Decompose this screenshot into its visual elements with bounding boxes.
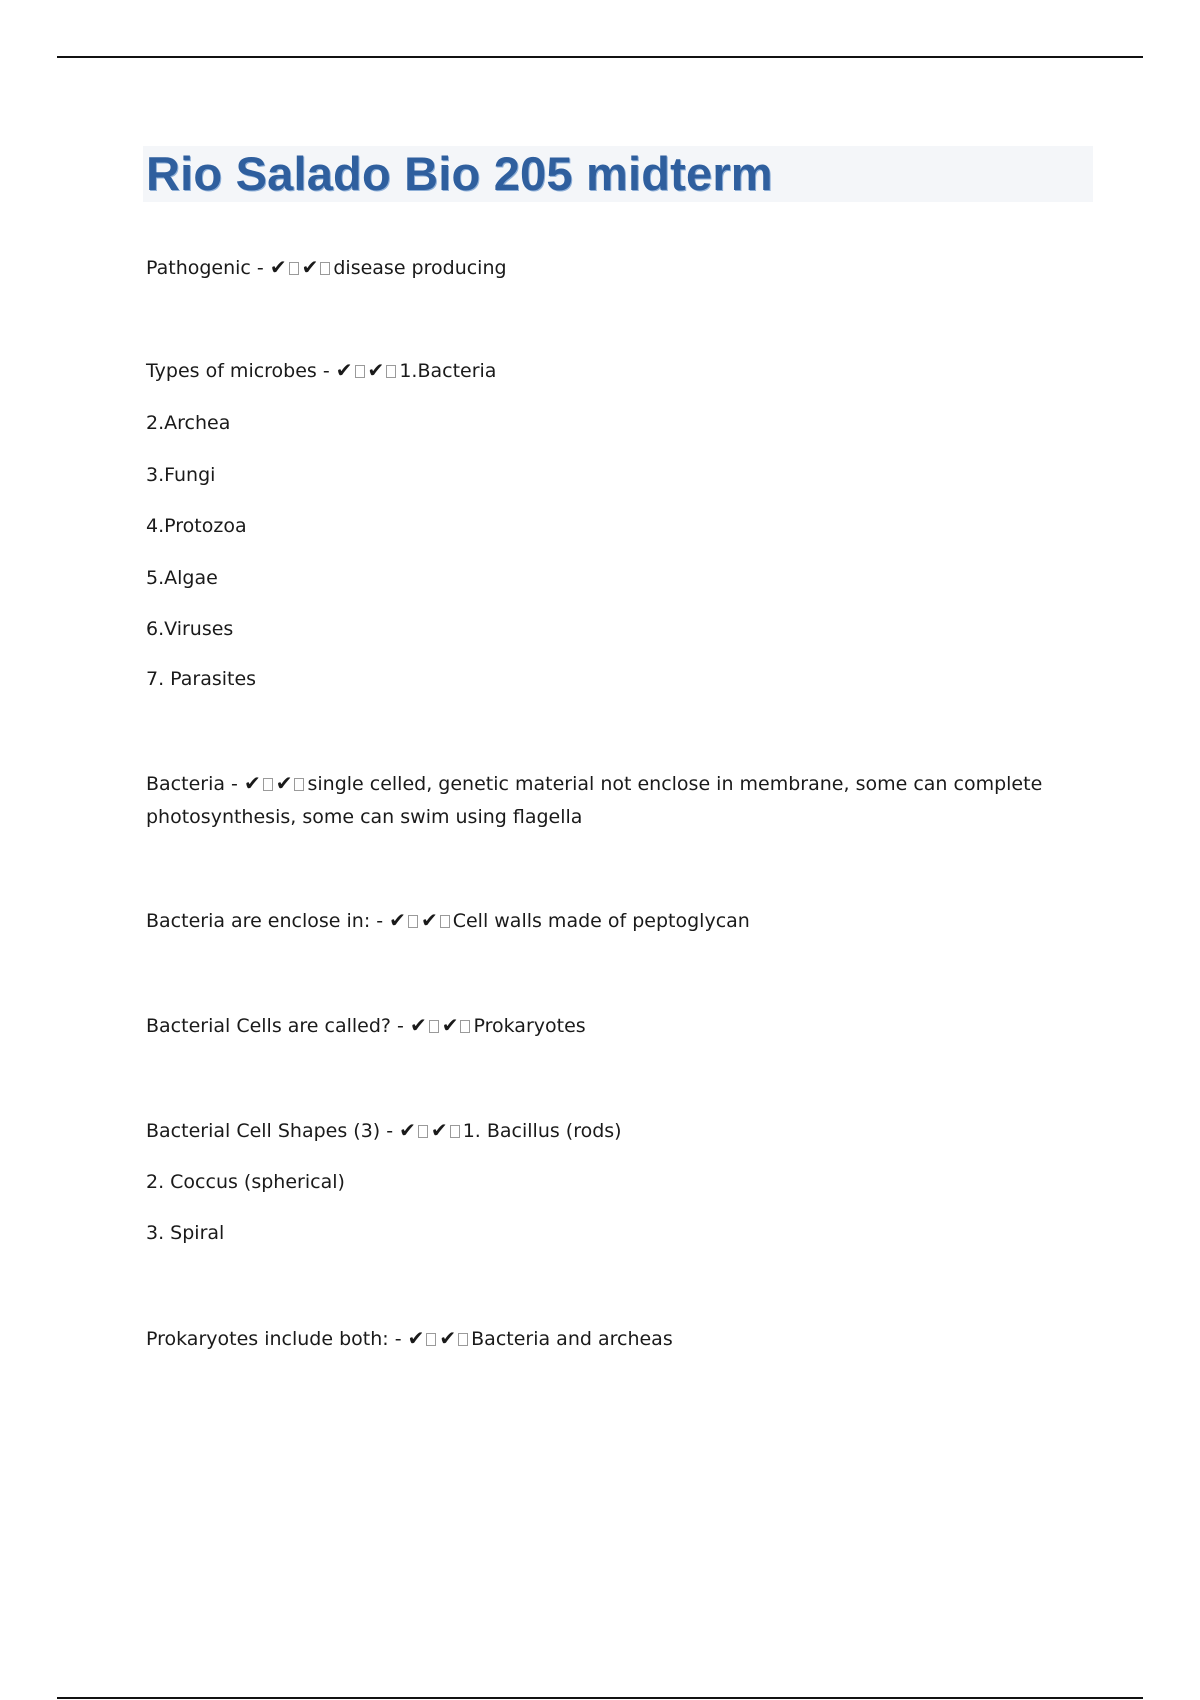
check-icon: ✔ [275, 771, 293, 795]
check-icon: ✔ [407, 1326, 425, 1350]
check-icon: ✔ [301, 255, 319, 279]
check-marks [399, 1120, 463, 1142]
check-marks [244, 773, 308, 795]
box-icon [450, 1125, 460, 1138]
entry-answer: Bacteria and archeas [471, 1328, 673, 1350]
entry-pathogenic [146, 255, 507, 280]
entry-term: Prokaryotes include both: - [146, 1328, 408, 1350]
document-title: Rio Salado Bio 205 midterm [146, 147, 773, 200]
entry-term: Bacterial Cells are called? - [146, 1015, 410, 1037]
entry-answer: Prokaryotes [473, 1015, 586, 1037]
check-icon: ✔ [439, 1326, 457, 1350]
list-item: 5.Algae [146, 567, 218, 589]
check-marks [270, 257, 334, 279]
check-icon: ✔ [269, 255, 287, 279]
check-marks [410, 1015, 474, 1037]
entry-bacteria-enclosed [146, 908, 750, 933]
top-rule [57, 56, 1143, 58]
box-icon [418, 1125, 428, 1138]
check-marks [336, 360, 400, 382]
list-item: 2. Coccus (spherical) [146, 1171, 345, 1193]
entry-bacteria [146, 767, 1046, 834]
entry-term: Bacterial Cell Shapes (3) - [146, 1120, 400, 1142]
entry-answer: 1. Bacillus (rods) [462, 1120, 622, 1142]
entry-answer: 1.Bacteria [399, 360, 497, 382]
box-icon [320, 262, 330, 275]
entry-answer: disease producing [333, 257, 507, 279]
box-icon [429, 1020, 439, 1033]
check-icon: ✔ [389, 908, 406, 932]
box-icon [408, 915, 418, 928]
check-marks [408, 1328, 472, 1350]
check-icon: ✔ [409, 1013, 427, 1037]
check-marks [389, 910, 453, 932]
box-icon [460, 1020, 470, 1033]
list-item: 7. Parasites [146, 668, 257, 690]
check-icon: ✔ [441, 1013, 459, 1037]
list-item: 4.Protozoa [146, 515, 247, 537]
entry-term: Types of microbes - [146, 360, 336, 382]
entry-term: Pathogenic - [146, 257, 270, 279]
check-icon: ✔ [335, 358, 353, 382]
list-item: 6.Viruses [146, 618, 234, 640]
box-icon [355, 365, 365, 378]
entry-bacterial-cells [146, 1013, 586, 1038]
entry-answer: Cell walls made of peptoglycan [452, 910, 750, 932]
list-item: 2.Archea [146, 412, 231, 434]
box-icon [263, 778, 273, 791]
entry-answer: single celled, genetic material not enclose in membrane, some can complete photosynthesis, some can swim using flagella [146, 773, 1043, 828]
entry-types-of-microbes [146, 358, 496, 383]
box-icon [426, 1333, 436, 1346]
list-item: 3.Fungi [146, 464, 216, 486]
entry-term: Bacteria are enclose in: - [146, 910, 390, 932]
box-icon [440, 915, 450, 928]
check-icon: ✔ [420, 908, 438, 932]
check-icon: ✔ [367, 358, 385, 382]
check-icon: ✔ [399, 1118, 416, 1142]
entry-term: Bacteria - [146, 773, 244, 795]
box-icon [289, 262, 299, 275]
check-icon: ✔ [430, 1118, 448, 1142]
box-icon [294, 778, 304, 791]
check-icon: ✔ [243, 771, 261, 795]
box-icon [458, 1333, 468, 1346]
bottom-rule [57, 1697, 1143, 1699]
list-item: 3. Spiral [146, 1222, 225, 1244]
entry-prokaryotes-include [146, 1326, 673, 1351]
box-icon [386, 365, 396, 378]
entry-cell-shapes [146, 1118, 622, 1143]
